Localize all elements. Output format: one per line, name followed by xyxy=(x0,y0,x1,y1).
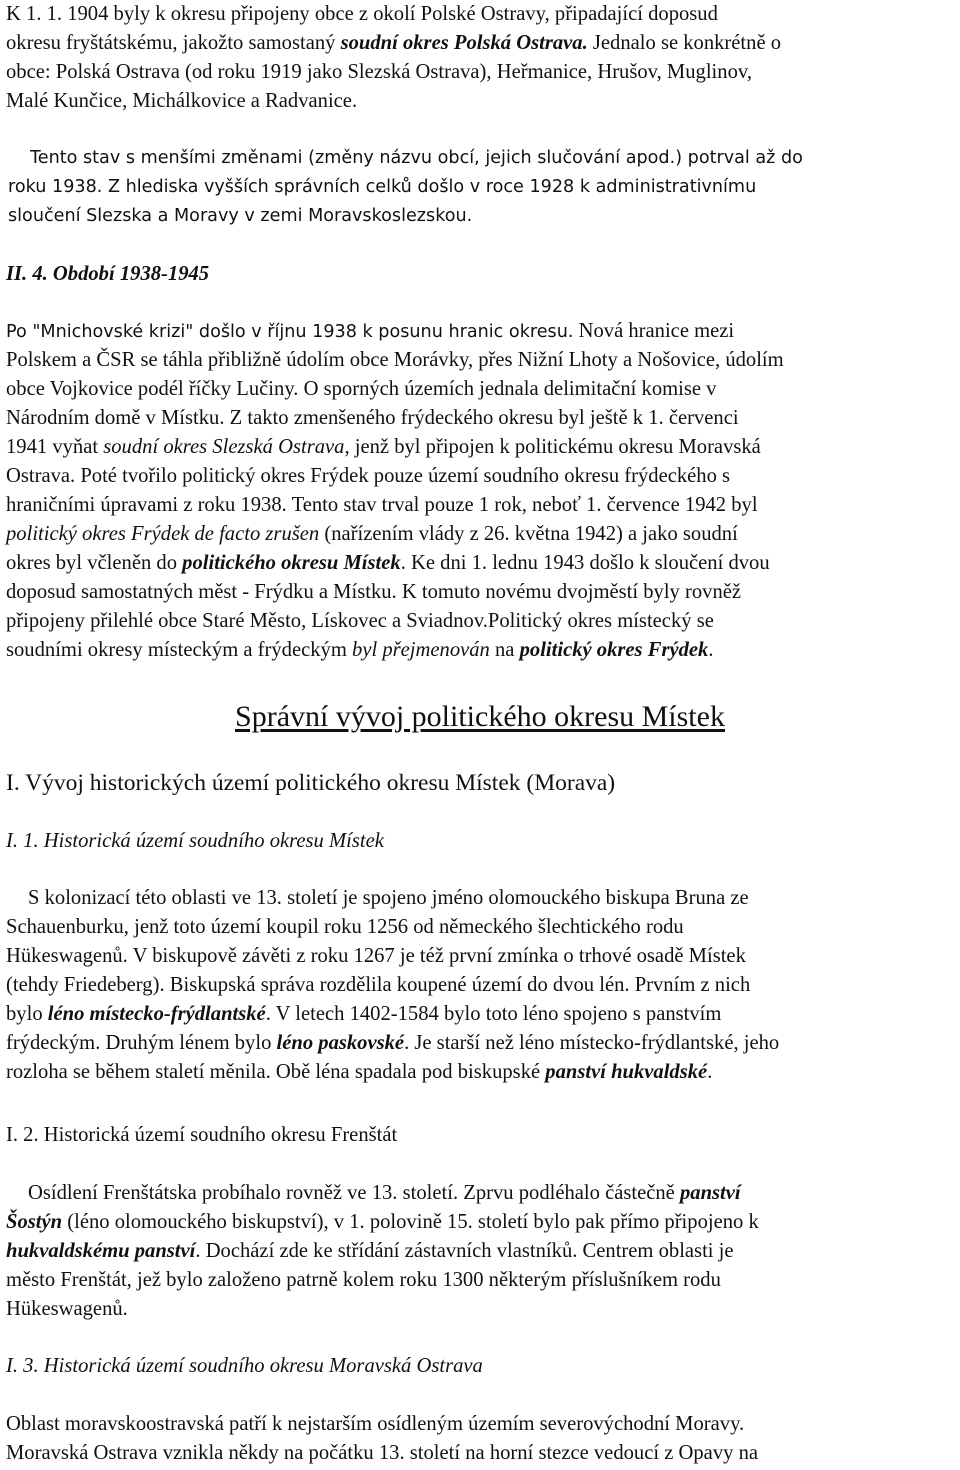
text-line: Moravská Ostrava vznikla někdy na počátku 13. století na horní stezce vedoucí z Opavy na xyxy=(6,1442,759,1464)
text-line: Polskem a ČSR se táhla přibližně údolím obce Morávky, přes Nižní Lhoty a Nošovice, údolím xyxy=(6,349,784,371)
text-run: Po "Mnichovské krizi" došlo v říjnu 1938 k posunu hranic okresu. xyxy=(6,322,574,342)
text-line xyxy=(6,1000,952,1029)
emphasis-fief: léno paskovské xyxy=(276,1032,405,1054)
text-line xyxy=(6,636,952,665)
text-line: Hükeswagenů. V biskupově závěti z roku 1267 je též první zmínka o trhové osadě Místek xyxy=(6,945,746,967)
emphasis-court-district: soudní okres Polská Ostrava. xyxy=(340,32,588,54)
text-run: bylo xyxy=(6,1003,48,1025)
text-run: . Je starší než léno místecko-frýdlantské, jeho xyxy=(404,1032,780,1054)
text-line: hraničními úpravami z roku 1938. Tento stav trval pouze 1 rok, neboť 1. července 1942 byl xyxy=(6,494,758,516)
text-line: Národním domě v Místku. Z takto zmenšeného frýdeckého okresu byl ještě k 1. červenci xyxy=(6,407,739,429)
text-run: (nařízením vlády z 26. května 1942) a jako soudní xyxy=(319,523,738,545)
text-line xyxy=(6,1058,952,1087)
text-line xyxy=(6,1208,952,1237)
text-line: obce: Polská Ostrava (od roku 1919 jako Slezská Ostrava), Heřmanice, Hrušov, Muglinov, xyxy=(6,61,752,83)
emphasis-district-mistek: politického okresu Místek xyxy=(182,552,401,574)
text-line: město Frenštát, jež bylo založeno patrně kolem roku 1300 některým příslušníkem rodu xyxy=(6,1269,721,1291)
emphasis-district-abolished: politický okres Frýdek de facto zrušen xyxy=(6,523,320,545)
text-run: rozloha se během staletí měnila. Obě léna spadala pod biskupské xyxy=(6,1061,546,1083)
text-run: Nová hranice mezi xyxy=(573,320,735,342)
text-run: soudními okresy místeckým a frýdeckým xyxy=(6,639,353,661)
text-line xyxy=(6,1029,952,1058)
text-line: Tento stav s menšími změnami (změny názvu obcí, jejich slučování apod.) potrval až do xyxy=(30,148,803,168)
text-run: . Dochází zde ke střídání zástavních vlastníků. Centrem oblasti je xyxy=(195,1240,734,1262)
text-line xyxy=(6,520,952,549)
text-run: Osídlení Frenštátska probíhalo rovněž ve 13. století. Zprvu podléhalo částečně xyxy=(28,1182,680,1204)
emphasis-district-frydek: politický okres Frýdek xyxy=(519,639,709,661)
text-line: Schauenburku, jenž toto území koupil roku 1256 od německého šlechtického rodu xyxy=(6,916,684,938)
text-line: roku 1938. Z hlediska vyšších správních celků došlo v roce 1928 k administrativnímu xyxy=(8,177,757,197)
text-line: (tehdy Friedeberg). Biskupská správa rozdělila koupené území do dvou lén. Prvním z nich xyxy=(6,974,751,996)
section-heading-i-2: I. 2. Historická území soudního okresu Frenštát xyxy=(6,1124,398,1146)
emphasis-estate: panství xyxy=(679,1182,741,1204)
text-line: K 1. 1. 1904 byly k okresu připojeny obce z okolí Polské Ostravy, připadající doposud xyxy=(6,3,718,25)
text-line xyxy=(6,549,952,578)
text-run: okresu fryštátskému, jakožto samostaný xyxy=(6,32,341,54)
text-run: Jednalo se konkrétně o xyxy=(587,32,782,54)
text-line xyxy=(6,317,952,346)
text-run: frýdeckým. Druhým lénem bylo xyxy=(6,1032,277,1054)
text-run: okres byl včleněn do xyxy=(6,552,183,574)
text-line: sloučení Slezska a Moravy v zemi Moravskoslezskou. xyxy=(8,206,473,226)
text-line: Malé Kunčice, Michálkovice a Radvanice. xyxy=(6,90,358,112)
section-heading-i-3: I. 3. Historická území soudního okresu Moravská Ostrava xyxy=(6,1355,483,1377)
text-line: S kolonizací této oblasti ve 13. století je spojeno jméno olomouckého biskupa Bruna ze xyxy=(28,887,749,909)
text-run: , jenž byl připojen k politickému okresu Moravská xyxy=(344,436,761,458)
emphasis-renamed: byl přejmenován xyxy=(352,639,490,661)
text-run: . V letech 1402-1584 bylo toto léno spojeno s panstvím xyxy=(265,1003,722,1025)
emphasis-estate: Šostýn xyxy=(6,1211,63,1233)
text-line: obce Vojkovice podél říčky Lučiny. O sporných územích jednala delimitační komise v xyxy=(6,378,717,400)
paragraph-ostrava-history xyxy=(6,1410,952,1468)
text-run: (léno olomouckého biskupství), v 1. polovině 15. století bylo pak přímo připojeno k xyxy=(62,1211,759,1233)
text-line: Hükeswagenů. xyxy=(6,1298,128,1320)
main-heading-text: Správní vývoj politického okresu Místek xyxy=(235,700,725,733)
text-run: . xyxy=(707,1061,713,1083)
text-run: na xyxy=(489,639,520,661)
main-heading xyxy=(0,699,960,735)
text-line: Ostrava. Poté tvořilo politický okres Frýdek pouze území soudního okresu frýdeckého s xyxy=(6,465,731,487)
section-heading-i: I. Vývoj historických území politického okresu Místek (Morava) xyxy=(6,770,616,796)
text-line xyxy=(6,1179,952,1208)
emphasis-court-district: soudní okres Slezská Ostrava xyxy=(103,436,345,458)
section-heading-i-1: I. 1. Historická území soudního okresu Místek xyxy=(6,830,384,852)
paragraph-frenstat-history xyxy=(6,1179,952,1324)
paragraph-mistek-history xyxy=(6,884,952,1087)
section-heading-ii-4: II. 4. Období 1938-1945 xyxy=(6,263,210,285)
paragraph-state-until-1938 xyxy=(8,144,954,231)
text-line: doposud samostatných měst - Frýdku a Místku. K tomuto novému dvojměstí byly rovněž xyxy=(6,581,742,603)
text-run: . Ke dni 1. lednu 1943 došlo k sloučení dvou xyxy=(400,552,770,574)
emphasis-fief: léno místecko-frýdlantské xyxy=(47,1003,266,1025)
text-line: Oblast moravskoostravská patří k nejstarším osídleným územím severovýchodní Moravy. xyxy=(6,1413,745,1435)
text-line xyxy=(6,433,952,462)
text-run: 1941 vyňat xyxy=(6,436,104,458)
text-line xyxy=(6,1237,952,1266)
emphasis-estate: hukvaldskému panství xyxy=(6,1240,196,1262)
paragraph-1938-1945 xyxy=(6,317,952,665)
emphasis-estate: panství hukvaldské xyxy=(545,1061,708,1083)
text-line: připojeny přilehlé obce Staré Město, Lískovec a Sviadnov.Politický okres místecký se xyxy=(6,610,714,632)
text-run: . xyxy=(708,639,714,661)
text-line xyxy=(6,29,952,58)
paragraph-1904-annexation xyxy=(6,0,952,116)
